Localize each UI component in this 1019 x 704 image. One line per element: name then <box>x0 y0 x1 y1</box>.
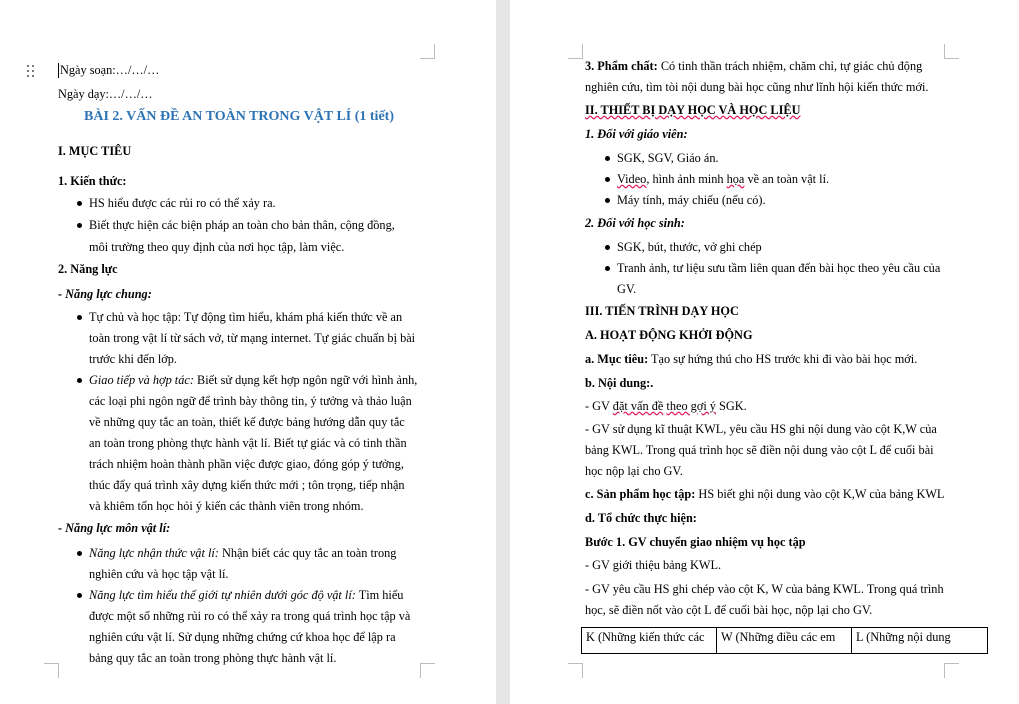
date-taught[interactable]: Ngày dạy:…/…/… <box>58 87 153 101</box>
paragraph[interactable] <box>585 399 747 414</box>
list-item-cont[interactable]: về những quy tắc an toàn, thiết kế được bảng hướng dẫn quy tắc <box>89 415 405 429</box>
item-text: Tìm hiểu <box>355 588 404 602</box>
list-item-cont[interactable]: bảng quy tắc an toàn trong phòng thực hành vật lí. <box>89 651 337 665</box>
spell-flag: họa <box>726 172 745 186</box>
bullet-icon <box>77 315 82 320</box>
subheading[interactable]: 1. Đối với giáo viên: <box>585 127 688 141</box>
list-item[interactable]: HS hiểu được các rủi ro có thể xảy ra. <box>89 196 276 210</box>
bullet-icon <box>605 177 610 182</box>
item-text: về an toàn vật lí. <box>744 172 830 186</box>
subheading[interactable]: - Năng lực môn vật lí: <box>58 521 171 535</box>
bullet-icon <box>605 245 610 250</box>
list-item-cont[interactable]: nghiên cứu vật lí. Sử dụng những chứng cứ khoa học để lập ra <box>89 630 396 644</box>
subheading[interactable]: 2. Năng lực <box>58 262 118 276</box>
date-prepared[interactable]: Ngày soạn:…/…/… <box>60 63 160 77</box>
list-item-cont[interactable]: trách nhiệm hoàn thành phần việc được giao, đóng góp ý tưởng, <box>89 457 404 471</box>
item-text: HS biết ghi nội dung vào cột K,W của bảng KWL <box>695 487 945 501</box>
table-row <box>582 628 988 654</box>
list-item[interactable]: Biết thực hiện các biện pháp an toàn cho bản thân, cộng đồng, <box>89 218 395 232</box>
item-label: Năng lực nhận thức vật lí: <box>89 546 219 560</box>
list-item-cont[interactable]: an toàn trong phòng thực hành vật lí. Biết tự giác và có tinh thần <box>89 436 407 450</box>
crop-mark <box>420 44 435 59</box>
section-heading[interactable]: III. TIẾN TRÌNH DẠY HỌC <box>585 304 739 318</box>
list-item-cont[interactable]: các loại phi ngôn ngữ để trình bày thông tin, ý tưởng và thảo luận <box>89 394 412 408</box>
paragraph[interactable] <box>585 487 944 502</box>
spell-flag: Video <box>617 172 647 186</box>
paragraph[interactable]: - GV sử dụng kĩ thuật KWL, yêu cầu HS ghi nội dung vào cột K,W của <box>585 422 937 436</box>
crop-mark <box>568 663 583 678</box>
crop-mark <box>944 44 959 59</box>
item-text: Nhận biết các quy tắc an toàn trong <box>218 546 397 560</box>
subheading[interactable]: Bước 1. GV chuyển giao nhiệm vụ học tập <box>585 535 806 549</box>
document-page-right <box>510 0 1019 704</box>
bullet-icon <box>605 156 610 161</box>
section-heading[interactable]: A. HOẠT ĐỘNG KHỞI ĐỘNG <box>585 328 753 342</box>
bullet-icon <box>605 198 610 203</box>
subheading[interactable]: 2. Đối với học sinh: <box>585 216 685 230</box>
paragraph[interactable]: - GV giới thiệu bảng KWL. <box>585 558 722 572</box>
list-item[interactable]: Tranh ảnh, tư liệu sưu tầm liên quan đến bài học theo yêu cầu của <box>617 261 941 275</box>
paragraph-cont[interactable]: nghiên cứu, tìm tòi nội dung bài học cũng như lĩnh hội kiến thức mới. <box>585 80 929 94</box>
list-item-cont[interactable]: được một số những rủi ro có thể xảy ra trong quá trình học tập và <box>89 609 411 623</box>
item-label: c. Sản phẩm học tập: <box>585 487 696 501</box>
subheading[interactable]: b. Nội dung:. <box>585 376 654 390</box>
item-label: a. Mục tiêu: <box>585 352 649 366</box>
item-text: - GV <box>585 399 613 413</box>
item-label: Giao tiếp và hợp tác: <box>89 373 194 387</box>
section-heading[interactable]: I. MỤC TIÊU <box>58 144 132 158</box>
spell-flag: theo gợi ý <box>666 399 716 413</box>
table-cell-k[interactable]: K (Những kiến thức các <box>582 628 717 654</box>
bullet-icon <box>77 223 82 228</box>
drag-handle-icon[interactable] <box>26 64 36 78</box>
list-item[interactable]: Tự chủ và học tập: Tự động tìm hiểu, khám phá kiến thức về an <box>89 310 403 324</box>
list-item[interactable] <box>89 588 403 603</box>
item-text: Tạo sự hứng thú cho HS trước khi đi vào bài học mới. <box>648 352 918 366</box>
list-item-cont[interactable]: toàn trong vật lí từ sách vở, từ mạng internet. Tự giác chuẩn bị bài <box>89 331 416 345</box>
list-item-cont[interactable]: môi trường theo quy định của nơi học tập, làm việc. <box>89 240 345 254</box>
paragraph[interactable] <box>585 352 917 367</box>
list-item[interactable]: SGK, bút, thước, vở ghi chép <box>617 240 762 254</box>
lesson-title[interactable]: BÀI 2. VẤN ĐỀ AN TOÀN TRONG VẬT LÍ (1 tiết) <box>84 109 394 124</box>
crop-mark <box>944 663 959 678</box>
item-text: , hình ảnh minh <box>646 172 727 186</box>
subheading[interactable]: - Năng lực chung: <box>58 287 152 301</box>
item-text: SGK. <box>715 399 747 413</box>
bullet-icon <box>77 201 82 206</box>
crop-mark <box>420 663 435 678</box>
subheading[interactable]: 1. Kiến thức: <box>58 174 127 188</box>
list-item-cont[interactable]: GV. <box>617 282 637 296</box>
list-item[interactable] <box>89 546 396 561</box>
paragraph-cont[interactable]: bảng KWL. Trong quá trình học sẽ điền nội dung vào cột L để cuối bài <box>585 443 934 457</box>
item-text: Biết sử dụng kết hợp ngôn ngữ với hình ảnh, <box>193 373 418 387</box>
paragraph[interactable]: - GV yêu cầu HS ghi chép vào cột K, W của bảng KWL. Trong quá trình <box>585 582 944 596</box>
list-item-cont[interactable]: thúc đẩy quá trình xây dựng kiến thức mới ; tôn trọng, tiếp nhận <box>89 478 405 492</box>
item-text: Có tinh thần trách nhiệm, chăm chỉ, tự giác chủ động <box>657 59 923 73</box>
item-label: 3. Phẩm chất: <box>585 59 658 73</box>
subheading[interactable]: d. Tổ chức thực hiện: <box>585 511 697 525</box>
spell-flag: đặt vấn đề <box>612 399 664 413</box>
bullet-icon <box>77 551 82 556</box>
bullet-icon <box>605 266 610 271</box>
table-cell-w[interactable]: W (Những điều các em <box>717 628 852 654</box>
section-heading[interactable] <box>585 103 800 118</box>
bullet-icon <box>77 593 82 598</box>
paragraph-cont[interactable]: học, sẽ điền nốt vào cột L để cuối bài học, nộp lại cho GV. <box>585 603 873 617</box>
list-item-cont[interactable]: nghiên cứu và học tập vật lí. <box>89 567 229 581</box>
list-item[interactable] <box>617 172 829 187</box>
bullet-icon <box>77 378 82 383</box>
paragraph-cont[interactable]: học nộp lại cho GV. <box>585 464 683 478</box>
list-item-cont[interactable]: và khiêm tốn học hỏi ý kiến các thành viên trong nhóm. <box>89 499 364 513</box>
document-page-left <box>0 0 496 704</box>
list-item[interactable]: Máy tính, máy chiếu (nếu có). <box>617 193 766 207</box>
paragraph[interactable] <box>585 59 922 74</box>
section-heading-text: II. THIẾT BỊ DẠY HỌC VÀ HỌC LIỆU <box>585 103 801 117</box>
list-item[interactable] <box>89 373 417 388</box>
crop-mark <box>568 44 583 59</box>
list-item[interactable]: SGK, SGV, Giáo án. <box>617 151 719 165</box>
table-cell-l[interactable]: L (Những nội dung <box>852 628 988 654</box>
item-label: Năng lực tìm hiểu thế giới tự nhiên dưới góc độ vật lí: <box>89 588 356 602</box>
crop-mark <box>44 663 59 678</box>
list-item-cont[interactable]: trước khi đến lớp. <box>89 352 177 366</box>
kwl-table <box>581 627 988 654</box>
